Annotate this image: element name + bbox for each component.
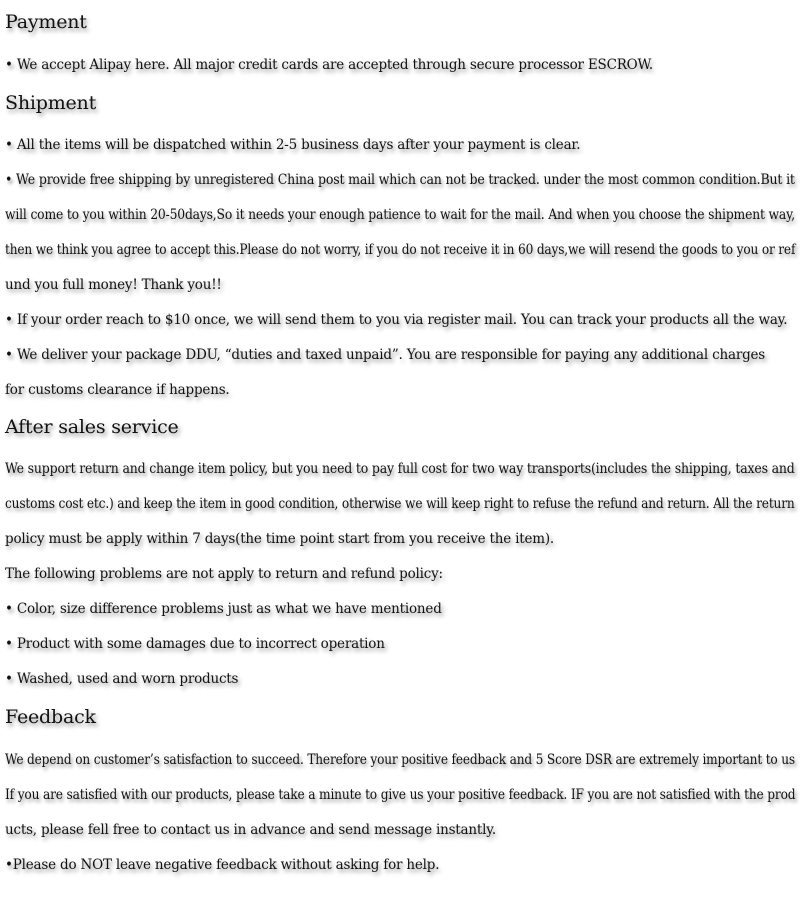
feedback-line: ucts, please fell free to contact us in advance and send message instantly. — [5, 822, 496, 838]
after-sales-line: • Product with some damages due to incorrect operation — [5, 636, 385, 652]
after-sales-line: The following problems are not apply to return and refund policy: — [5, 566, 443, 582]
after-sales-heading: After sales service — [5, 416, 179, 438]
feedback-line: •Please do NOT leave negative feedback without asking for help. — [5, 857, 440, 873]
shipment-line: und you full money! Thank you!! — [5, 277, 222, 293]
shipment-line: • All the items will be dispatched within 2-5 business days after your payment is clear. — [5, 137, 581, 153]
shipment-line: • We provide free shipping by unregistered China post mail which can not be tracked. under the most common condition.But it — [5, 172, 795, 188]
after-sales-line: We support return and change item policy, but you need to pay full cost for two way transports(includes the shipping, taxes and — [5, 461, 795, 477]
shipment-line: • We deliver your package DDU, “duties and taxed unpaid”. You are responsible for paying any additional charges — [5, 347, 766, 363]
feedback-line: If you are satisfied with our products, please take a minute to give us your positive feedback. IF you are not satisfied with the prod — [5, 787, 796, 803]
after-sales-line: • Washed, used and worn products — [5, 671, 239, 687]
feedback-heading: Feedback — [5, 706, 96, 728]
shipment-heading: Shipment — [5, 92, 97, 114]
shipment-line: will come to you within 20-50days,So it needs your enough patience to wait for the mail. And when you choose the shipment way, — [5, 207, 796, 223]
after-sales-line: customs cost etc.) and keep the item in good condition, otherwise we will keep right to refuse the refund and return. All the return — [5, 496, 795, 512]
shipment-line: then we think you agree to accept this.Please do not worry, if you do not receive it in 60 days,we will resend the goods to you or ref — [5, 242, 796, 258]
after-sales-line: • Color, size difference problems just as what we have mentioned — [5, 601, 442, 617]
feedback-line: We depend on customer’s satisfaction to succeed. Therefore your positive feedback and 5 Score DSR are extremely important to us — [5, 752, 795, 768]
shipment-line: for customs clearance if happens. — [5, 382, 230, 398]
payment-line: • We accept Alipay here. All major credit cards are accepted through secure processor ESCROW. — [5, 57, 653, 73]
payment-heading: Payment — [5, 11, 87, 33]
after-sales-line: policy must be apply within 7 days(the time point start from you receive the item). — [5, 531, 555, 547]
shipment-line: • If your order reach to $10 once, we will send them to you via register mail. You can track your products all the way. — [5, 312, 788, 328]
